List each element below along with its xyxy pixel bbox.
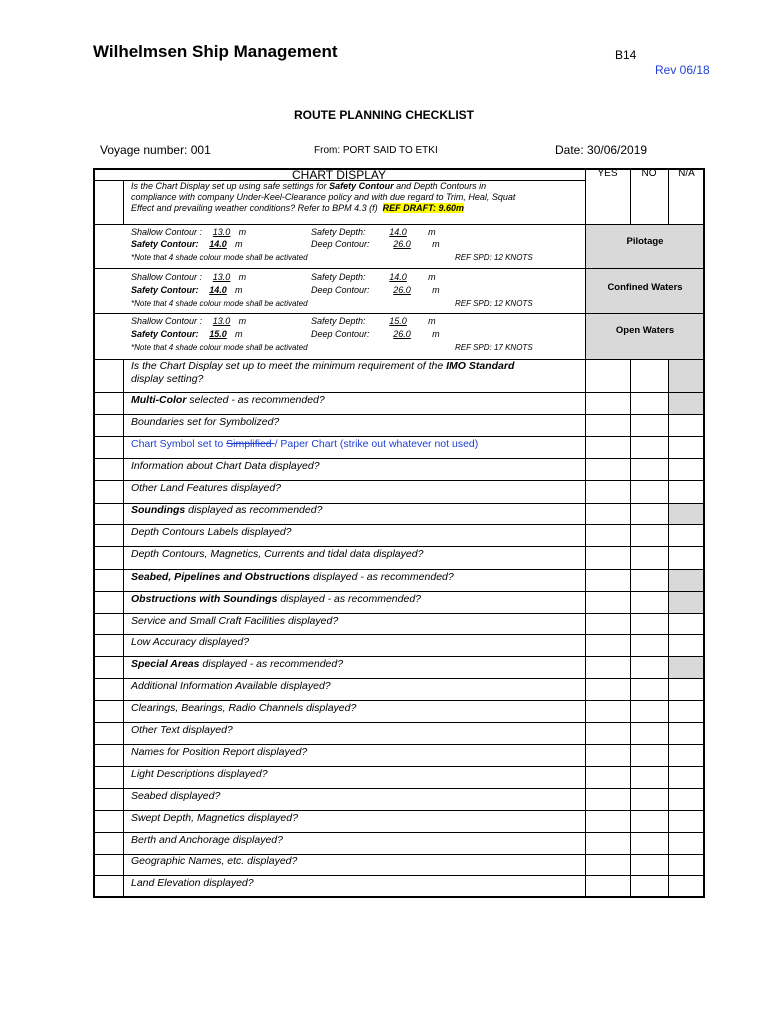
list-item: Seabed, Pipelines and Obstructions displayed - as recommended? xyxy=(131,571,454,583)
list-item: Land Elevation displayed? xyxy=(131,877,254,889)
list-item: Names for Position Report displayed? xyxy=(131,746,308,758)
setting-row: Deep Contour: 26.0 m xyxy=(311,239,440,249)
setting-row: Safety Contour: 14.0 m xyxy=(131,239,243,249)
list-item: Additional Information Available displayed? xyxy=(131,680,331,692)
na-shaded-cell xyxy=(668,503,705,524)
list-item: Information about Chart Data displayed? xyxy=(131,460,320,472)
setting-note: *Note that 4 shade colour mode shall be activated xyxy=(131,299,308,308)
intro-question: Is the Chart Display set up using safe settings for Safety Contour and Depth Contours in compliance with company Under-Keel-Clearance policy and with due regard to Trim, Heal, Squat Effect and prevailing weather conditions? Refer to BPM 4.3 (f) REF DRAFT: 9.60m xyxy=(131,181,516,213)
voyage-date: Date: 30/06/2019 xyxy=(555,143,648,157)
setting-row: Safety Depth: 14.0 m xyxy=(311,272,436,282)
na-shaded-cell xyxy=(668,360,705,392)
setting-row: Safety Depth: 14.0 m xyxy=(311,227,436,237)
list-item: Special Areas displayed - as recommended? xyxy=(131,658,344,670)
na-shaded-cell xyxy=(668,569,705,591)
list-item: Clearings, Bearings, Radio Channels displayed? xyxy=(131,702,357,714)
setting-row: Shallow Contour : 13.0 m xyxy=(131,316,247,326)
list-item: Low Accuracy displayed? xyxy=(131,636,250,648)
setting-row: Shallow Contour : 13.0 m xyxy=(131,227,247,237)
route-from: From: PORT SAID TO ETKI xyxy=(314,145,438,156)
voyage-number: Voyage number: 001 xyxy=(100,143,211,157)
list-item: Light Descriptions displayed? xyxy=(131,768,268,780)
list-item: Other Land Features displayed? xyxy=(131,482,282,494)
setting-row: Shallow Contour : 13.0 m xyxy=(131,272,247,282)
ref-speed: REF SPD: 17 KNOTS xyxy=(455,343,533,352)
na-shaded-cell xyxy=(668,591,705,613)
col-no-header: NO xyxy=(641,168,657,179)
pilotage-label: Pilotage xyxy=(626,236,664,247)
company-name: Wilhelmsen Ship Management xyxy=(93,42,338,61)
revision-label: Rev 06/18 xyxy=(655,63,710,77)
checklist-table xyxy=(93,168,705,898)
list-item: Swept Depth, Magnetics displayed? xyxy=(131,812,298,824)
imo-question: Is the Chart Display set up to meet the minimum requirement of the IMO Standard display setting? xyxy=(131,360,515,385)
col-yes-header: YES xyxy=(597,168,618,179)
setting-row: Safety Depth: 15.0 m xyxy=(311,316,436,326)
ref-speed: REF SPD: 12 KNOTS xyxy=(455,299,533,308)
form-code: B14 xyxy=(615,48,637,62)
list-item: Service and Small Craft Facilities displayed? xyxy=(131,615,339,627)
ref-speed: REF SPD: 12 KNOTS xyxy=(455,253,533,262)
list-item: Depth Contours Labels displayed? xyxy=(131,526,292,538)
setting-row: Deep Contour: 26.0 m xyxy=(311,285,440,295)
list-item: Seabed displayed? xyxy=(131,790,221,802)
list-item: Soundings displayed as recommended? xyxy=(131,504,323,516)
list-item: Depth Contours, Magnetics, Currents and tidal data displayed? xyxy=(131,548,424,560)
col-na-header: N/A xyxy=(678,168,695,179)
na-shaded-cell xyxy=(668,392,705,414)
page-title: ROUTE PLANNING CHECKLIST xyxy=(294,108,474,122)
setting-note: *Note that 4 shade colour mode shall be activated xyxy=(131,343,308,352)
setting-note: *Note that 4 shade colour mode shall be activated xyxy=(131,253,308,262)
setting-row: Safety Contour: 14.0 m xyxy=(131,285,243,295)
setting-row: Safety Contour: 15.0 m xyxy=(131,329,243,339)
list-item: Multi-Color selected - as recommended? xyxy=(131,394,325,406)
list-item: Berth and Anchorage displayed? xyxy=(131,834,283,846)
confined-waters-label: Confined Waters xyxy=(607,282,683,293)
list-item: Boundaries set for Symbolized? xyxy=(131,416,280,428)
na-shaded-cell xyxy=(668,656,705,678)
section-title: CHART DISPLAY xyxy=(291,168,387,182)
list-item: Chart Symbol set to Simplified / Paper Chart (strike out whatever not used) xyxy=(131,438,479,450)
open-waters-cell xyxy=(585,313,705,359)
open-waters-label: Open Waters xyxy=(615,325,675,336)
setting-row: Deep Contour: 26.0 m xyxy=(311,329,440,339)
list-item: Geographic Names, etc. displayed? xyxy=(131,855,298,867)
list-item: Other Text displayed? xyxy=(131,724,233,736)
ref-draft-highlight: REF DRAFT: 9.60m xyxy=(382,203,464,213)
list-item: Obstructions with Soundings displayed - as recommended? xyxy=(131,593,421,605)
